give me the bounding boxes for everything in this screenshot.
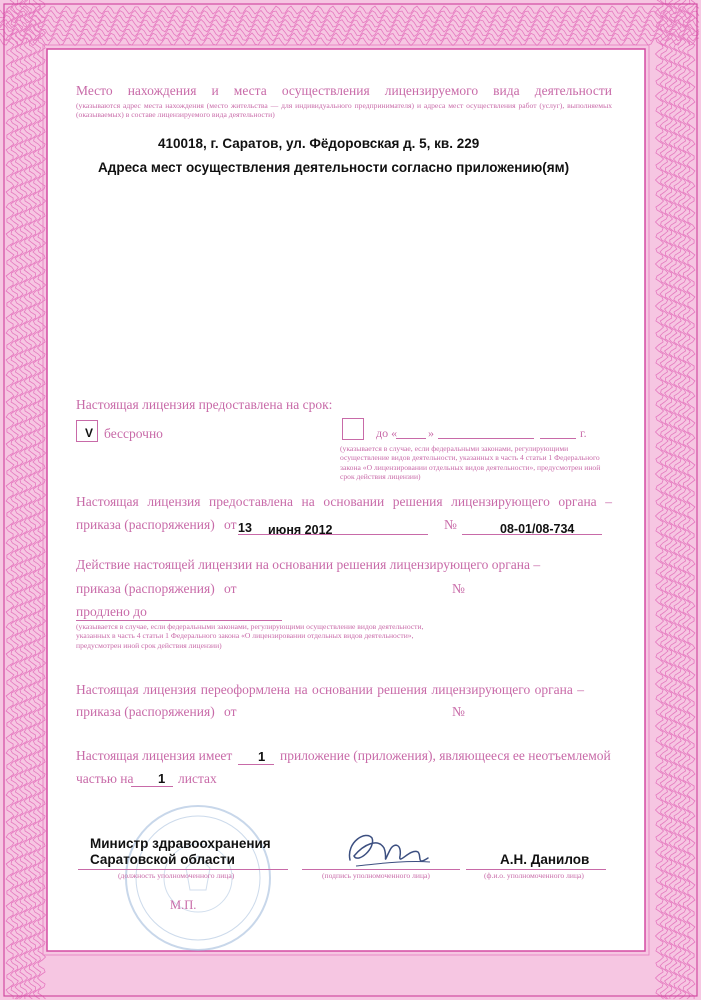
signer-name-note: (ф.и.о. уполномоченного лица) [484,871,584,880]
appendix-pages-end: листах [178,771,217,786]
basis-order-label: приказа (распоряжения) [76,517,215,532]
extension-number-label: № [452,581,465,596]
extension-label: Действие настоящей лицензии на основании решения лицензирующего органа – [76,557,541,572]
basis-number-label: № [444,517,457,532]
main-address: 410018, г. Саратов, ул. Фёдоровская д. 5, кв. 229 [158,136,480,151]
stamp-place-label: М.П. [170,898,197,912]
extension-order-label: приказа (распоряжения) [76,581,215,596]
basis-from-label: от [224,517,237,532]
appendix-pages: 1 [158,771,166,786]
check-mark: V [85,426,94,440]
appendix-label-end: приложение (приложения), являющееся ее неотъемлемой [280,748,611,763]
addresses-annex-note: Адреса мест осуществления деятельности согласно приложению(ям) [98,160,570,175]
until-date-year-suffix: г. [580,426,587,440]
basis-label: Настоящая лицензия предоставлена на основании решения лицензирующего органа – [76,494,612,509]
unlimited-checkbox[interactable] [76,420,98,442]
extension-from-label: от [224,581,237,596]
term-label: Настоящая лицензия предоставлена на срок: [76,397,333,412]
basis-date-day: 13 [238,521,252,535]
location-note: (указываются адрес места нахождения (место жительства — для индивидуального предпринимателя) и адреса мест осуществления работ (услуг), выполняемых (оказываемых) в составе лицензируемого вида деятельности) [76,101,612,120]
basis-date-rest: июня 2012 [268,523,333,537]
until-date-mid: » [428,426,434,440]
position-line2: Саратовской области [90,852,235,867]
extension-extended-label: продлено до [76,604,147,619]
reissue-label: Настоящая лицензия переоформлена на основании решения лицензирующего органа – [76,682,584,697]
basis-number: 08-01/08-734 [500,522,575,536]
position-line1: Министр здравоохранения [90,836,271,851]
appendix-pages-start: частью на [76,771,134,786]
location-title: Место нахождения и места осуществления лицензируемого вида деятельности [76,83,612,98]
reissue-from-label: от [224,704,237,719]
until-date-prefix: до « [376,426,398,440]
appendix-label-start: Настоящая лицензия имеет [76,748,233,763]
appendix-count: 1 [258,749,266,764]
signer-name: А.Н. Данилов [500,852,590,867]
reissue-order-label: приказа (распоряжения) [76,704,215,719]
until-date-checkbox[interactable] [342,418,364,440]
unlimited-label: бессрочно [104,426,163,441]
extension-note: (указывается в случае, если федеральными законами, регулирующими осуществление видов деятельности, указанных в часть 4 статьи 1 Федерального закона «О лицензировании отдельных видов деятельности», предусмотрен иной срок действия лицензии) [76,622,424,650]
handwritten-signature [336,826,436,872]
reissue-number-label: № [452,704,465,719]
signature-note: (подпись уполномоченного лица) [322,871,430,880]
until-date-note: (указывается в случае, если федеральными законами, регулирующими осуществление видов деятельности, указанных в часть 4 статьи 1 Федерального закона «О лицензировании отдельных видов деятельности», предусмотрен иной срок действия лицензии) [340,444,601,481]
position-note: (должность уполномоченного лица) [118,871,235,880]
